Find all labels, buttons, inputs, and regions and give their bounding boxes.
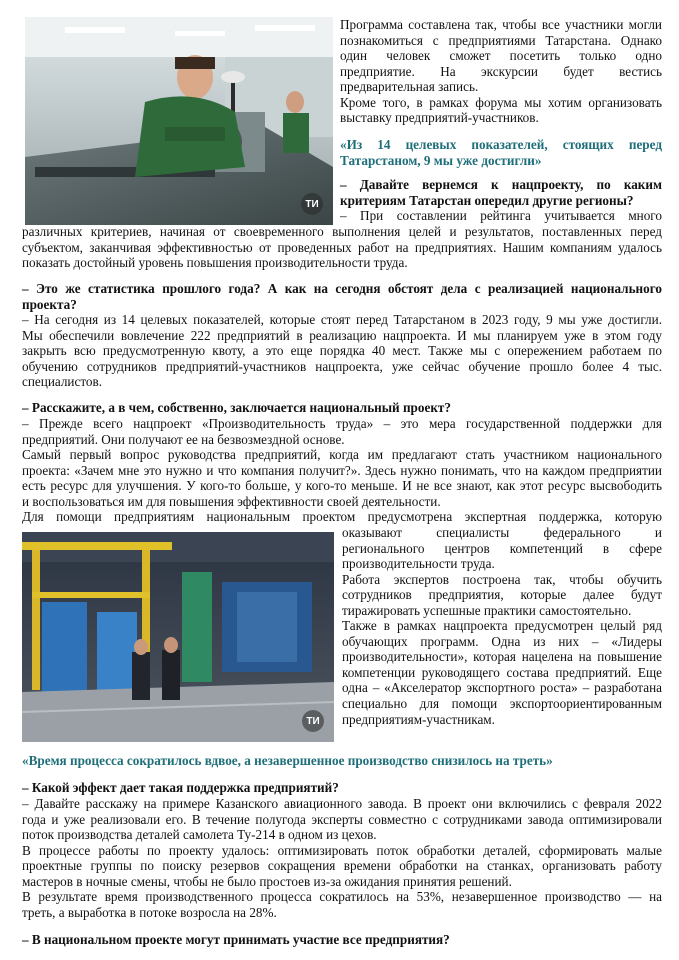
answer-2 [22, 312, 662, 390]
question-1 [340, 177, 662, 208]
factory-hall-photo [22, 532, 334, 742]
question-5 [22, 932, 662, 948]
paragraph-line: предприятиям-участникам. [342, 711, 495, 727]
answer-line: – Прежде всего нацпроект «Производительность труда» – это мера государственной поддержки для [22, 416, 662, 431]
question-line: – В национальном проекте могут принимать участие все предприятия? [22, 932, 450, 947]
question-3 [22, 400, 662, 416]
question-4 [22, 780, 662, 796]
paragraph-line: одна – «Акселератор экспортного роста» – разработана [342, 680, 662, 696]
answer-line: специалистов. [22, 374, 103, 390]
paragraph-line: обучающих программ. Одна из них – «Лидеры [342, 633, 662, 649]
paragraph-line: сотрудников предприятия, которые далее будут [342, 587, 662, 603]
factory-hall-illustration [22, 532, 334, 742]
answer-line: субъектом, заканчивая эффективностью от проведенных работ на предприятиях. Нашим компаниям удалось [22, 239, 662, 255]
answer-line: – При составлении рейтинга учитывается много [340, 208, 662, 223]
workshop-photo-illustration [25, 17, 333, 225]
question-line: критериям Татарстан опередил другие регионы? [340, 192, 634, 208]
answer-line: показать достойный уровень повышения производительности труда. [22, 255, 408, 271]
answer-line: мастеров в ночные смены, чтобы не было простоев из-за ожидания принятия решений. [22, 873, 512, 889]
intro-paragraph [340, 17, 662, 126]
tatar-inform-watermark-icon: ТИ [301, 193, 323, 215]
question-line: – Расскажите, а в чем, собственно, заключается национальный проект? [22, 400, 452, 415]
answer-4 [22, 796, 662, 920]
intro-line: Программа составлена так, чтобы все участники могли [340, 17, 662, 32]
answer-line: закрыть всю предусмотренную квоту, а это еще порядка 40 мест. Также мы с опережением работаем по [22, 343, 662, 359]
intro-line: познакомиться с предприятиями Татарстана. Однако [340, 32, 662, 48]
answer-line: Самый первый вопрос руководства предприятий, когда им предлагают стать участником национального [22, 447, 662, 463]
answer-line: Для помощи предприятиям национальным проектом предусмотрена экспертная поддержка, которую [22, 509, 662, 525]
answer-line: треть, а выработка в потоке возросла на 28%. [22, 904, 277, 920]
answer-line: проектные группы по поиску резервов сокращения времени обработки на станках, организовать работу [22, 858, 662, 874]
answer-line: – Давайте расскажу на примере Казанского авиационного завода. В проект они включились с февраля 2022 [22, 796, 662, 811]
paragraph-line: регионального центров компетенций в сфере [342, 540, 662, 556]
answer-line: поток производства деталей самолета Ту-214 в одном из цехов. [22, 827, 377, 843]
answer-line: и воспользоваться им для повышения эффективности своей деятельности. [22, 493, 441, 509]
tatar-inform-watermark-icon: ТИ [302, 710, 324, 732]
intro-line: Кроме того, в рамках форума мы хотим организовать [340, 94, 662, 110]
answer-line: В процессе работы по проекту удалось: оптимизировать поток обработки деталей, сформировать малые [22, 842, 662, 858]
question-line: – Это же статистика прошлого года? А как на сегодня обстоят дела с реализацией национального [22, 281, 662, 296]
section-heading-1 [340, 137, 662, 168]
paragraph-line: тиражировать успешные практики самостоятельно. [342, 602, 632, 618]
expert-support-paragraph [342, 525, 662, 727]
answer-line: различных критериев, начиная от своевременного выполнения целей и результатов, поставленных перед [22, 224, 662, 239]
answer-line: Мы обеспечили вовлечение 222 предприятий в реализацию нацпроекта. И мы планируем уже в этом году [22, 327, 662, 343]
answer-line: проекта: «Зачем мне это нужно и что компания получит?». Здесь нужно понимать, что на каждом предприятии [22, 462, 662, 478]
answer-line: обучению сотрудников предприятий-участников нацпроекта, уже сейчас обучение прошло более 4 тыс. [22, 358, 662, 374]
question-line: – Какой эффект дает такая поддержка предприятий? [22, 780, 339, 795]
question-line: – Давайте вернемся к нацпроекту, по каким [340, 177, 662, 192]
paragraph-line: компетенции руководящего состава предприятий. Еще [342, 664, 662, 680]
answer-1-first-line [340, 208, 662, 224]
paragraph-line: Работа экспертов построена так, чтобы обучить [342, 571, 662, 587]
workshop-photo [25, 17, 333, 225]
question-2 [22, 281, 662, 312]
intro-line: предварительная запись. [340, 79, 479, 95]
question-line: проекта? [22, 296, 77, 312]
answer-line: предприятий. Они получают ее на безвозмездной основе. [22, 431, 345, 447]
answer-line: есть ресурс для улучшения. У кого-то больше, у кого-то меньше. И не все знают, как этот ресурс высвободить [22, 478, 662, 494]
heading-line: «Из 14 целевых показателей, стоящих перед [340, 137, 662, 152]
paragraph-line: производительности труда. [342, 556, 495, 572]
paragraph-line: производительности», которая нацелена на повышение [342, 649, 662, 665]
answer-line: года и уже реализовали его. В течение полугода эксперты совместно с сотрудниками завода оптимизировали [22, 811, 662, 827]
answer-line: В результате время производственного процесса сократилось на 53%, незавершенное производство — на [22, 889, 662, 905]
intro-line: предприятие. На экскурсии будет вестись [340, 63, 662, 79]
answer-line: – На сегодня из 14 целевых показателей, которые стоят перед Татарстаном в 2023 году, 9 мы уже достигли. [22, 312, 662, 327]
intro-line: выставку предприятий-участников. [340, 110, 539, 126]
paragraph-line: Также в рамках нацпроекта предусмотрен целый ряд [342, 618, 662, 634]
heading-line: «Время процесса сократилось вдвое, а незавершенное производство снизилось на треть» [22, 753, 553, 768]
paragraph-line: специально для помощи экспортоориентированным [342, 696, 662, 712]
intro-line: один человек сможет посетить только одно [340, 48, 662, 64]
heading-line: Татарстаном, 9 мы уже достигли» [340, 152, 542, 168]
answer-1 [22, 224, 662, 271]
section-heading-2 [22, 753, 662, 769]
answer-3 [22, 416, 662, 525]
paragraph-line: оказывают специалисты федерального и [342, 525, 662, 540]
